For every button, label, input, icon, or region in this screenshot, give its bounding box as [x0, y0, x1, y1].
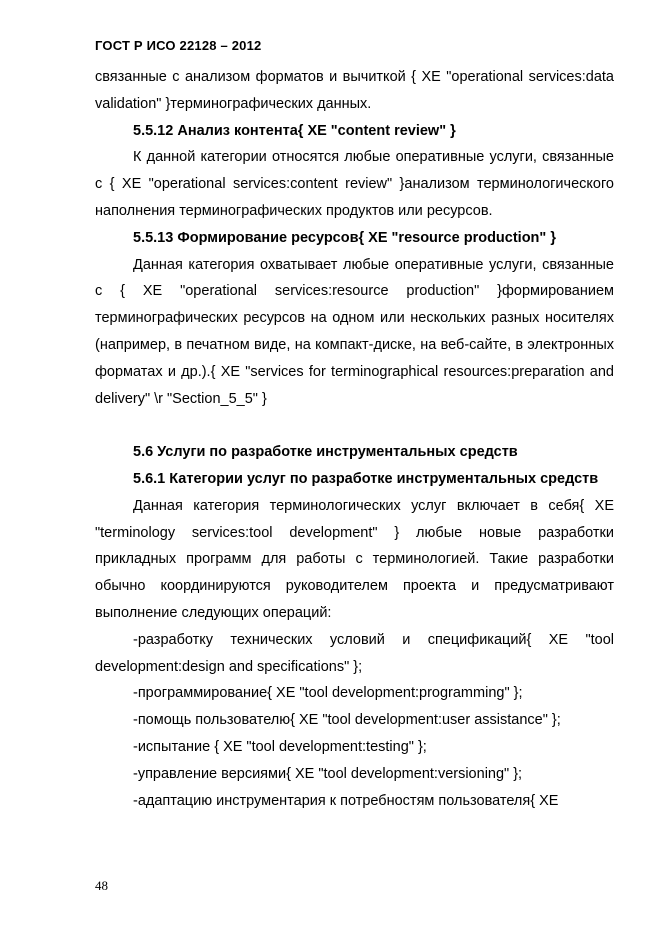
paragraph-5-5-12: К данной категории относятся любые оперативные услуги, связанные с { XE "operational services:content review" }анализом терминологического наполнения терминографических продуктов или ресурсов.: [95, 149, 614, 219]
page-body: [95, 64, 614, 814]
list-item-user-assistance: -помощь пользователю{ XE "tool development:user assistance" };: [133, 712, 561, 729]
blank-line: [95, 412, 614, 439]
heading-5-6-1: 5.6.1 Категории услуг по разработке инструментальных средств: [133, 470, 599, 487]
heading-5-5-13: 5.5.13 Формирование ресурсов{ XE "resource production" }: [133, 229, 556, 246]
page-number: 48: [95, 878, 108, 893]
list-item-testing: -испытание { XE "tool development:testing" };: [133, 738, 427, 755]
list-item-versioning: -управление версиями{ XE "tool development:versioning" };: [133, 765, 523, 782]
document-header: ГОСТ Р ИСО 22128 – 2012: [95, 38, 262, 53]
paragraph-intro: связанные с анализом форматов и вычиткой { XE "operational services:data validation" }терминографических данных.: [95, 69, 614, 112]
heading-5-6: 5.6 Услуги по разработке инструментальных средств: [133, 444, 518, 461]
list-item-adaptation: -адаптацию инструментария к потребностям пользователя{ XE: [133, 792, 559, 809]
paragraph-5-5-13: Данная категория охватывает любые оперативные услуги, связанные с { XE "operational services:resource production" }формированием терминографических ресурсов на одном или нескольких разных носителях (например, в печатном виде, на компакт-диске, на веб-сайте, в электронных форматах и др.).{ XE "services for terminographical resources:preparation and delivery" \r "Section_5_5" }: [95, 256, 614, 407]
list-item-programming: -программирование{ XE "tool development:programming" };: [133, 685, 523, 702]
heading-5-5-12: 5.5.12 Анализ контента{ XE "content review" }: [133, 122, 456, 139]
paragraph-5-6-1: Данная категория терминологических услуг включает в себя{ XE "terminology services:tool development" } любые новые разработки прикладных программ для работы с терминологией. Такие разработки обычно координируются руководителем проекта и предусматривают выполнение следующих операций:: [95, 497, 614, 621]
list-item-design: -разработку технических условий и спецификаций{ XE "tool development:design and specifications" };: [95, 631, 614, 675]
